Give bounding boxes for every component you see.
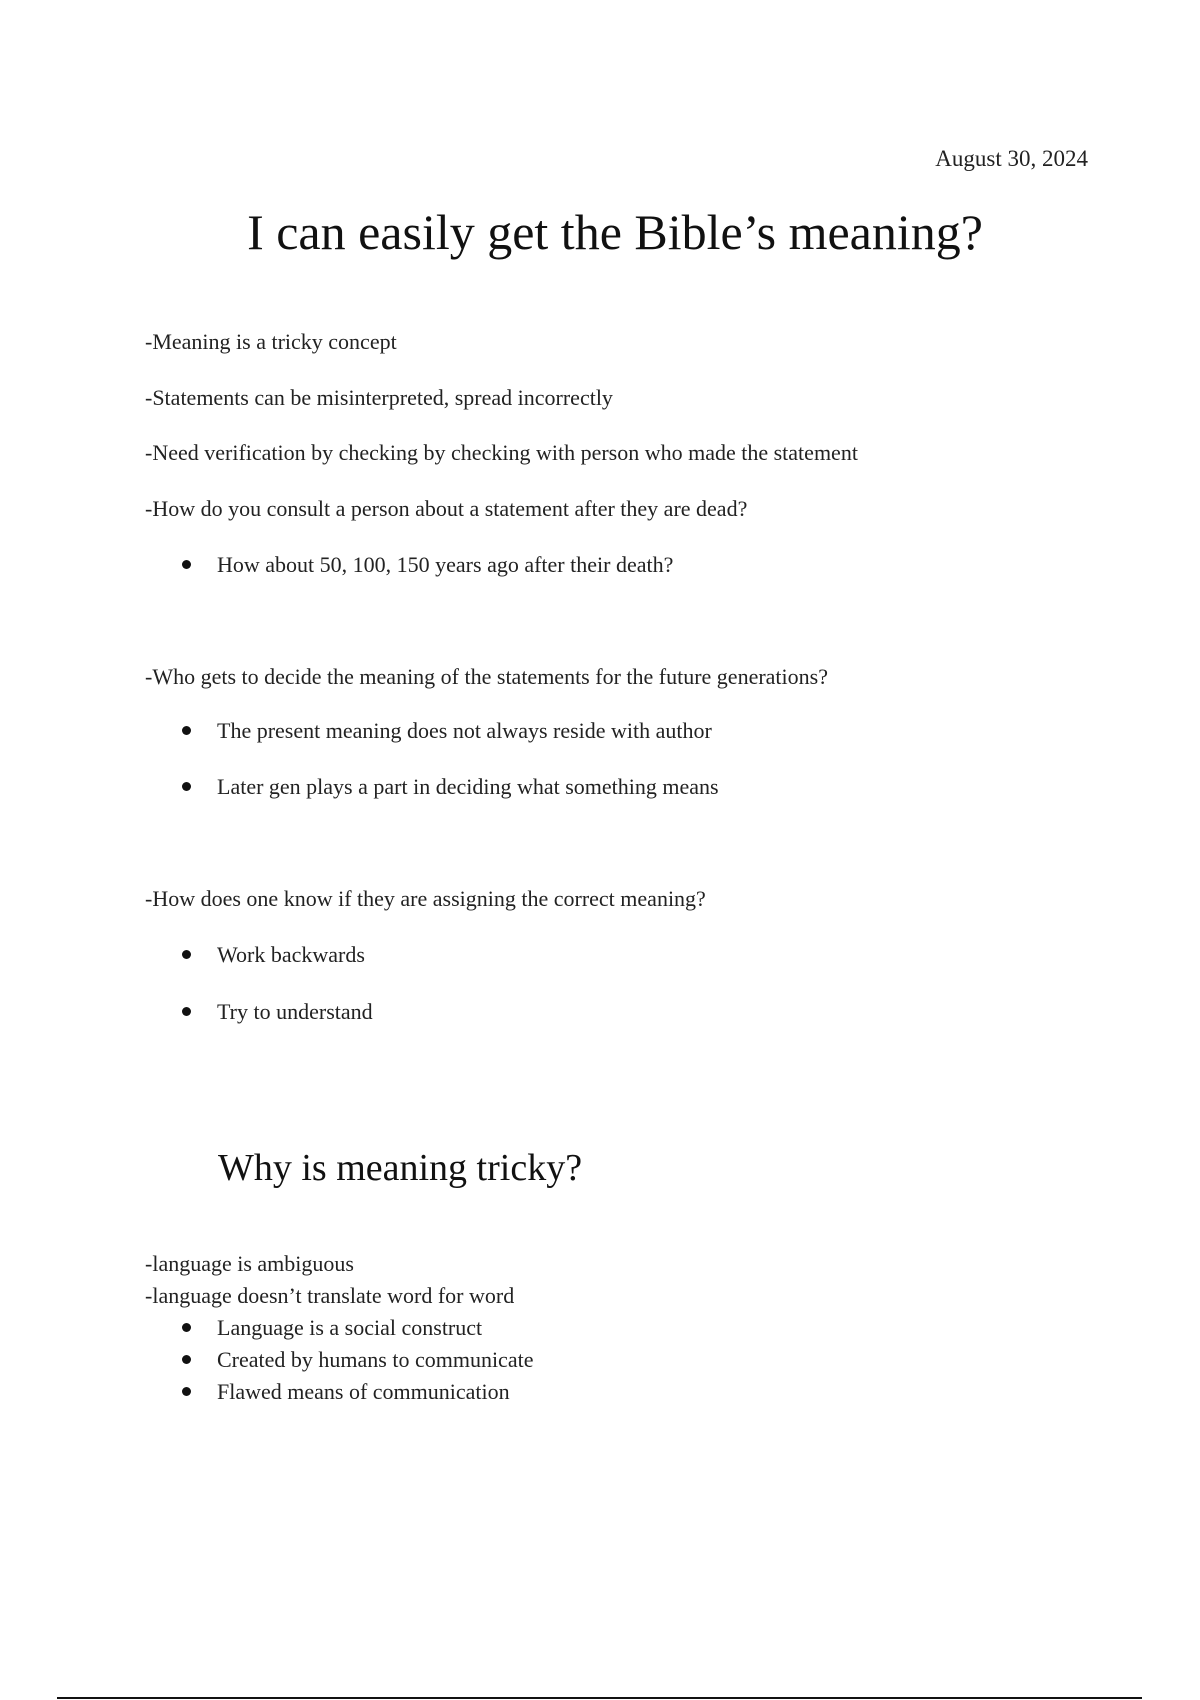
bullet-item bbox=[182, 716, 712, 746]
bullet-dot-icon bbox=[182, 1387, 191, 1396]
note-question: -Who gets to decide the meaning of the statements for the future generations? bbox=[145, 664, 828, 689]
bullet-dot-icon bbox=[182, 1355, 191, 1364]
note-line: -How do you consult a person about a statement after they are dead? bbox=[145, 496, 748, 521]
note-question: -How does one know if they are assigning the correct meaning? bbox=[145, 886, 706, 911]
bullet-item bbox=[182, 997, 373, 1027]
bullet-text: Try to understand bbox=[217, 999, 373, 1024]
bullet-item bbox=[182, 1345, 533, 1375]
note-line: -Need verification by checking by checking with person who made the statement bbox=[145, 440, 858, 465]
bullet-dot-icon bbox=[182, 950, 191, 959]
bullet-dot-icon bbox=[182, 1323, 191, 1332]
bullet-item bbox=[182, 1377, 510, 1407]
bullet-text: The present meaning does not always reside with author bbox=[217, 718, 712, 743]
section-heading: Why is meaning tricky? bbox=[218, 1147, 583, 1189]
bullet-text: Later gen plays a part in deciding what something means bbox=[217, 774, 719, 799]
page-bottom-rule bbox=[57, 1697, 1142, 1699]
note-line: -Meaning is a tricky concept bbox=[145, 329, 397, 354]
bullet-text: How about 50, 100, 150 years ago after their death? bbox=[217, 552, 674, 577]
document-date: August 30, 2024 bbox=[935, 146, 1088, 171]
bullet-text: Language is a social construct bbox=[217, 1315, 483, 1340]
bullet-item bbox=[182, 772, 719, 802]
note-line: -language is ambiguous bbox=[145, 1251, 354, 1276]
bullet-text: Created by humans to communicate bbox=[217, 1347, 534, 1372]
bullet-item bbox=[182, 550, 673, 580]
bullet-text: Flawed means of communication bbox=[217, 1379, 510, 1404]
bullet-dot-icon bbox=[182, 726, 191, 735]
bullet-dot-icon bbox=[182, 560, 191, 569]
page-title: I can easily get the Bible’s meaning? bbox=[247, 204, 983, 260]
bullet-item bbox=[182, 1313, 482, 1343]
note-line: -Statements can be misinterpreted, spread incorrectly bbox=[145, 385, 613, 410]
bullet-item bbox=[182, 940, 365, 970]
note-line: -language doesn’t translate word for word bbox=[145, 1283, 515, 1308]
bullet-text: Work backwards bbox=[217, 942, 365, 967]
bullet-dot-icon bbox=[182, 782, 191, 791]
bullet-dot-icon bbox=[182, 1007, 191, 1016]
